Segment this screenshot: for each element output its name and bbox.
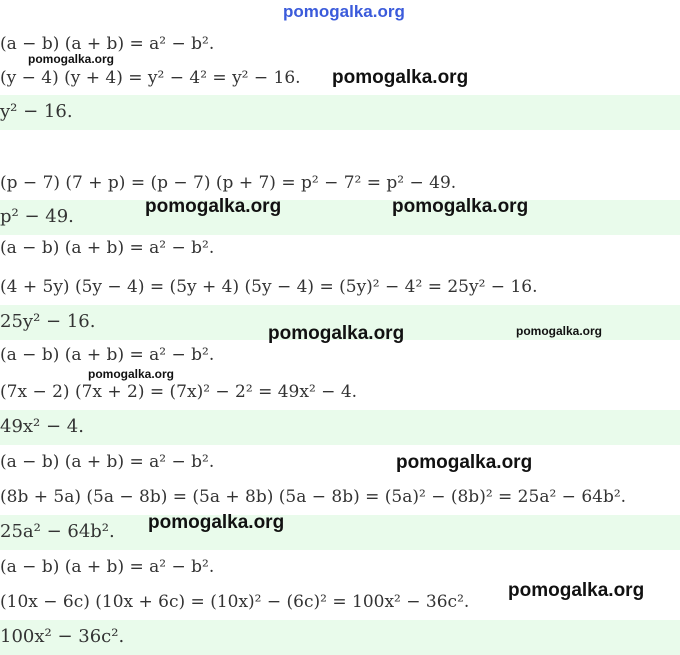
expansion-line: (8b + 5a) (5a − 8b) = (5a + 8b) (5a − 8b) = (5a)² − (8b)² = 25a² − 64b². <box>0 487 627 507</box>
answer-band <box>0 95 680 130</box>
answer-text: 25y² − 16. <box>0 311 96 332</box>
answer-text: y² − 16. <box>0 101 73 122</box>
watermark: pomogalka.org <box>392 196 529 217</box>
watermark: pomogalka.org <box>268 323 405 344</box>
answer-band <box>0 410 680 445</box>
answer-text: 25a² − 64b². <box>0 521 115 542</box>
formula-line: (a − b) (a + b) = a² − b². <box>0 238 215 258</box>
formula-line: (a − b) (a + b) = a² − b². <box>0 452 215 472</box>
watermark: pomogalka.org <box>145 196 282 217</box>
expansion-line: (10x − 6c) (10x + 6c) = (10x)² − (6c)² = 100x² − 36c². <box>0 592 470 612</box>
watermark: pomogalka.org <box>332 67 469 88</box>
answer-text: p² − 49. <box>0 206 74 227</box>
answer-text: 100x² − 36c². <box>0 626 125 647</box>
watermark: pomogalka.org <box>508 580 645 601</box>
watermark-top: pomogalka.org <box>283 2 405 21</box>
watermark: pomogalka.org <box>148 512 285 533</box>
formula-line: (a − b) (a + b) = a² − b². <box>0 557 215 577</box>
watermark: pomogalka.org <box>88 367 175 381</box>
answer-band <box>0 200 680 235</box>
formula-line: (a − b) (a + b) = a² − b². <box>0 34 215 54</box>
expansion-line: (7x − 2) (7x + 2) = (7x)² − 2² = 49x² − 4. <box>0 382 358 402</box>
watermark: pomogalka.org <box>28 52 115 66</box>
expansion-line: (p − 7) (7 + p) = (p − 7) (p + 7) = p² − 7² = p² − 49. <box>0 173 457 193</box>
answer-text: 49x² − 4. <box>0 416 84 437</box>
watermark: pomogalka.org <box>396 452 533 473</box>
expansion-line: (y − 4) (y + 4) = y² − 4² = y² − 16. <box>0 68 301 88</box>
watermark: pomogalka.org <box>516 324 603 338</box>
formula-line: (a − b) (a + b) = a² − b². <box>0 345 215 365</box>
expansion-line: (4 + 5y) (5y − 4) = (5y + 4) (5y − 4) = (5y)² − 4² = 25y² − 16. <box>0 277 538 297</box>
